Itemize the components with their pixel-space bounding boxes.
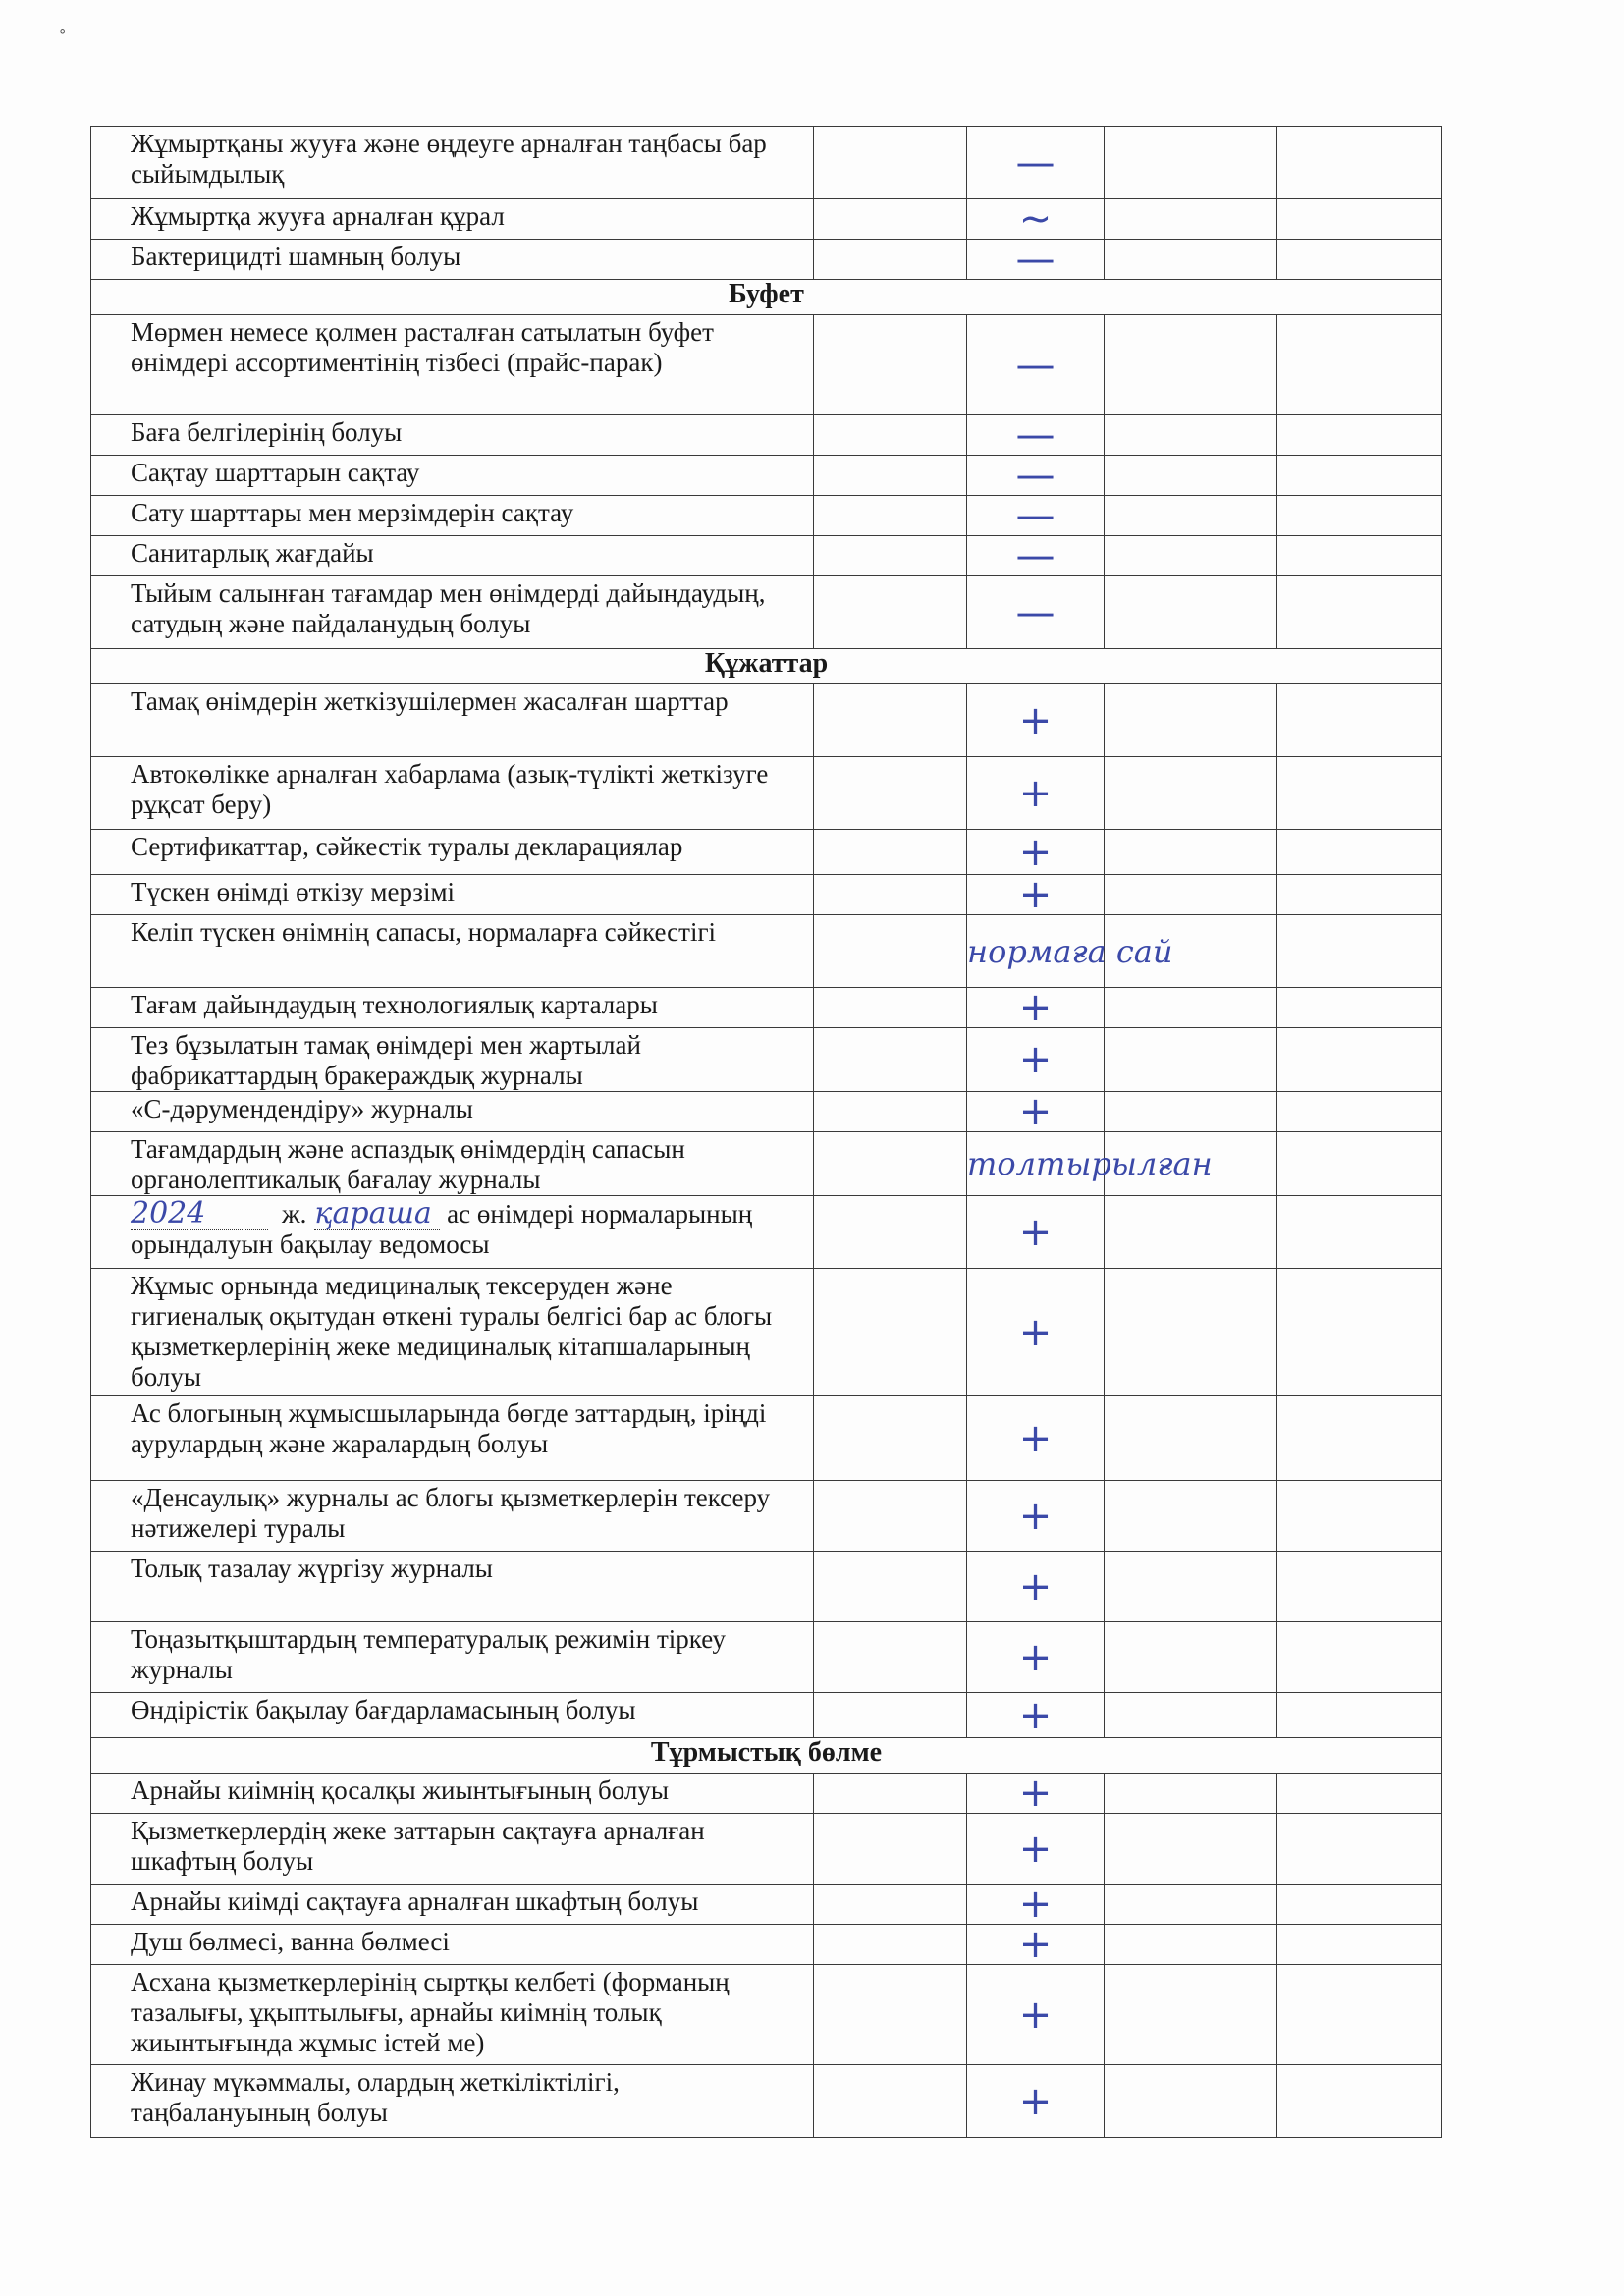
handwritten-mark: +	[967, 1092, 1105, 1132]
table-row	[91, 830, 1442, 875]
empty-cell	[1105, 830, 1277, 875]
requirement-text: Сақтау шарттарын сақтау	[91, 456, 814, 496]
handwritten-mark: +	[967, 1196, 1105, 1269]
table-row	[91, 1814, 1442, 1885]
empty-cell	[814, 1552, 967, 1622]
empty-cell	[814, 1965, 967, 2065]
requirement-text	[91, 1196, 814, 1269]
handwritten-mark: +	[967, 1885, 1105, 1925]
empty-cell	[1277, 915, 1442, 988]
handwritten-mark: +	[967, 1622, 1105, 1693]
handwritten-month: қараша	[314, 1198, 440, 1230]
requirement-text: Келіп түскен өнімнің сапасы, нормаларға сәйкестігі	[91, 915, 814, 988]
empty-cell	[814, 199, 967, 240]
empty-cell	[1105, 199, 1277, 240]
empty-cell	[1105, 127, 1277, 199]
empty-cell	[1277, 456, 1442, 496]
empty-cell	[1105, 684, 1277, 757]
empty-cell	[814, 1132, 967, 1196]
empty-cell	[814, 1885, 967, 1925]
empty-cell	[814, 1092, 967, 1132]
requirement-text: Қызметкерлердің жеке заттарын сақтауға арналған шкафтың болуы	[91, 1814, 814, 1885]
requirement-text: Ас блогының жұмысшыларында бөгде заттардың, іріңді аурулардың және жаралардың болуы	[91, 1396, 814, 1481]
empty-cell	[1105, 875, 1277, 915]
table-row	[91, 1132, 1442, 1196]
empty-cell	[814, 1396, 967, 1481]
empty-cell	[1105, 1269, 1277, 1396]
requirement-text: Жұмыртқа жууға арналған құрал	[91, 199, 814, 240]
empty-cell	[1277, 315, 1442, 415]
empty-cell	[1277, 536, 1442, 576]
empty-cell	[1277, 1481, 1442, 1552]
requirement-text: «Денсаулық» журналы ас блогы қызметкерлерін тексеру нәтижелері туралы	[91, 1481, 814, 1552]
handwritten-mark: —	[967, 456, 1105, 496]
requirement-text: Жинау мүкәммалы, олардың жеткіліктілігі, таңбалануының болуы	[91, 2065, 814, 2138]
empty-cell	[1277, 1132, 1442, 1196]
empty-cell	[1277, 1885, 1442, 1925]
empty-cell	[1105, 1196, 1277, 1269]
requirement-text: Арнайы киімді сақтауға арналған шкафтың болуы	[91, 1885, 814, 1925]
empty-cell	[1277, 496, 1442, 536]
table-row	[91, 875, 1442, 915]
empty-cell	[1105, 1814, 1277, 1885]
empty-cell	[1105, 456, 1277, 496]
empty-cell	[1105, 315, 1277, 415]
table-row	[91, 1196, 1442, 1269]
requirement-text: Автокөлікке арналған хабарлама (азық-түлікті жеткізуге рұқсат беру)	[91, 757, 814, 830]
handwritten-mark: +	[967, 1925, 1105, 1965]
handwritten-mark: +	[967, 875, 1105, 915]
table-row	[91, 127, 1442, 199]
scan-speck: ˚	[59, 26, 67, 50]
requirement-text: Жұмыртқаны жууға және өңдеуге арналған таңбасы бар сыйымдылық	[91, 127, 814, 199]
empty-cell	[814, 2065, 967, 2138]
empty-cell	[814, 1693, 967, 1738]
empty-cell	[1277, 988, 1442, 1028]
empty-cell	[1105, 536, 1277, 576]
handwritten-year: 2024	[131, 1198, 268, 1230]
requirement-text: Бактерицидті шамның болуы	[91, 240, 814, 280]
empty-cell	[1105, 1965, 1277, 2065]
empty-cell	[1105, 1481, 1277, 1552]
handwritten-mark: —	[967, 415, 1105, 456]
handwritten-mark: +	[967, 830, 1105, 875]
section-header-row	[91, 280, 1442, 315]
requirement-label: ас өнімдері нормаларының орындалуын бақылау ведомосы	[131, 1199, 753, 1259]
empty-cell	[1277, 1196, 1442, 1269]
handwritten-mark: +	[967, 1028, 1105, 1092]
empty-cell	[1277, 1552, 1442, 1622]
empty-cell	[1105, 1774, 1277, 1814]
section-header-row	[91, 1738, 1442, 1774]
requirement-text: Сертификаттар, сәйкестік туралы декларациялар	[91, 830, 814, 875]
requirement-text: Толық тазалау жүргізу журналы	[91, 1552, 814, 1622]
empty-cell	[814, 127, 967, 199]
empty-cell	[1105, 496, 1277, 536]
empty-cell	[1277, 1092, 1442, 1132]
requirement-text: Тағам дайындаудың технологиялық карталары	[91, 988, 814, 1028]
empty-cell	[1105, 1885, 1277, 1925]
handwritten-mark: —	[967, 240, 1105, 280]
requirement-text: Санитарлық жағдайы	[91, 536, 814, 576]
table-row	[91, 315, 1442, 415]
empty-cell	[814, 1814, 967, 1885]
table-row	[91, 1092, 1442, 1132]
requirement-text: Өндірістік бақылау бағдарламасының болуы	[91, 1693, 814, 1738]
empty-cell	[814, 240, 967, 280]
handwritten-mark: +	[967, 988, 1105, 1028]
empty-cell	[1105, 1396, 1277, 1481]
table-row	[91, 1965, 1442, 2065]
empty-cell	[814, 496, 967, 536]
table-row	[91, 576, 1442, 649]
empty-cell	[1277, 1622, 1442, 1693]
empty-cell	[1277, 1396, 1442, 1481]
table-row	[91, 1481, 1442, 1552]
handwritten-mark: —	[967, 536, 1105, 576]
handwritten-mark: +	[967, 1396, 1105, 1481]
requirement-text: Тоңазытқыштардың температуралық режимін тіркеу журналы	[91, 1622, 814, 1693]
section-title: Тұрмыстық бөлме	[91, 1738, 1442, 1774]
requirement-text: Тамақ өнімдерін жеткізушілермен жасалған шарттар	[91, 684, 814, 757]
table-row	[91, 757, 1442, 830]
empty-cell	[1277, 415, 1442, 456]
empty-cell	[814, 875, 967, 915]
handwritten-mark: —	[967, 576, 1105, 649]
table-row	[91, 684, 1442, 757]
empty-cell	[1277, 199, 1442, 240]
empty-cell	[1277, 1925, 1442, 1965]
table-row	[91, 199, 1442, 240]
handwritten-mark: +	[967, 1481, 1105, 1552]
empty-cell	[1277, 1028, 1442, 1092]
table-row	[91, 456, 1442, 496]
table-row	[91, 536, 1442, 576]
empty-cell	[814, 536, 967, 576]
empty-cell	[814, 1774, 967, 1814]
inspection-checklist-sheet	[90, 126, 1441, 2138]
handwritten-mark: —	[967, 315, 1105, 415]
section-header-row	[91, 649, 1442, 684]
table-row	[91, 415, 1442, 456]
handwritten-mark: +	[967, 1965, 1105, 2065]
empty-cell	[814, 1196, 967, 1269]
empty-cell	[814, 915, 967, 988]
requirement-text: Жұмыс орнында медициналық тексеруден және гигиеналық оқытудан өткені туралы белгісі бар ас блогы қызметкерлерінің жеке медициналық кітапшаларының болуы	[91, 1269, 814, 1396]
table-row	[91, 1774, 1442, 1814]
empty-cell	[1277, 1965, 1442, 2065]
section-title: Буфет	[91, 280, 1442, 315]
empty-cell	[1277, 1774, 1442, 1814]
checklist-table	[90, 126, 1442, 2138]
table-row	[91, 915, 1442, 988]
table-row	[91, 1269, 1442, 1396]
table-row	[91, 1028, 1442, 1092]
requirement-text: Сату шарттары мен мерзімдерін сақтау	[91, 496, 814, 536]
year-suffix: ж.	[282, 1199, 307, 1229]
empty-cell	[814, 757, 967, 830]
empty-cell	[1277, 576, 1442, 649]
handwritten-mark: +	[967, 1814, 1105, 1885]
empty-cell	[814, 988, 967, 1028]
empty-cell	[814, 830, 967, 875]
empty-cell	[1105, 576, 1277, 649]
empty-cell	[1277, 240, 1442, 280]
empty-cell	[1105, 240, 1277, 280]
table-row	[91, 1396, 1442, 1481]
empty-cell	[814, 1028, 967, 1092]
empty-cell	[1105, 2065, 1277, 2138]
handwritten-note: нормаға сай	[967, 915, 1105, 988]
handwritten-mark: +	[967, 1693, 1105, 1738]
empty-cell	[1277, 1814, 1442, 1885]
handwritten-mark: +	[967, 2065, 1105, 2138]
empty-cell	[1277, 2065, 1442, 2138]
requirement-text: Душ бөлмесі, ванна бөлмесі	[91, 1925, 814, 1965]
handwritten-note: толтырылған	[967, 1132, 1105, 1196]
table-row	[91, 1693, 1442, 1738]
table-row	[91, 240, 1442, 280]
empty-cell	[1277, 757, 1442, 830]
empty-cell	[1105, 1552, 1277, 1622]
empty-cell	[1105, 1092, 1277, 1132]
empty-cell	[1277, 1269, 1442, 1396]
requirement-text: Тез бұзылатын тамақ өнімдері мен жартылай фабрикаттардың бракераждық журналы	[91, 1028, 814, 1092]
table-row	[91, 1925, 1442, 1965]
handwritten-mark: +	[967, 684, 1105, 757]
empty-cell	[1105, 1028, 1277, 1092]
empty-cell	[1277, 684, 1442, 757]
requirement-text: Арнайы киімнің қосалқы жиынтығының болуы	[91, 1774, 814, 1814]
handwritten-mark: —	[967, 127, 1105, 199]
empty-cell	[814, 1481, 967, 1552]
requirement-text: Асхана қызметкерлерінің сыртқы келбеті (форманың тазалығы, ұқыптылығы, арнайы киімнің толық жиынтығында жұмыс істей ме)	[91, 1965, 814, 2065]
empty-cell	[1105, 988, 1277, 1028]
table-row	[91, 1885, 1442, 1925]
empty-cell	[814, 315, 967, 415]
empty-cell	[1105, 1622, 1277, 1693]
empty-cell	[1277, 127, 1442, 199]
handwritten-mark: +	[967, 1774, 1105, 1814]
handwritten-mark: ~	[967, 199, 1105, 240]
empty-cell	[1277, 875, 1442, 915]
table-row	[91, 1552, 1442, 1622]
empty-cell	[814, 1622, 967, 1693]
empty-cell	[1277, 1693, 1442, 1738]
empty-cell	[814, 684, 967, 757]
empty-cell	[1277, 830, 1442, 875]
empty-cell	[814, 456, 967, 496]
empty-cell	[814, 576, 967, 649]
empty-cell	[814, 415, 967, 456]
empty-cell	[1105, 1693, 1277, 1738]
section-title: Құжаттар	[91, 649, 1442, 684]
requirement-text: Түскен өнімді өткізу мерзімі	[91, 875, 814, 915]
handwritten-mark: +	[967, 1269, 1105, 1396]
table-row	[91, 496, 1442, 536]
handwritten-mark: +	[967, 757, 1105, 830]
empty-cell	[814, 1925, 967, 1965]
requirement-text: Тағамдардың және аспаздық өнімдердің сапасын органолептикалық бағалау журналы	[91, 1132, 814, 1196]
requirement-text: «С-дәрумендендіру» журналы	[91, 1092, 814, 1132]
empty-cell	[1105, 415, 1277, 456]
requirement-text: Баға белгілерінің болуы	[91, 415, 814, 456]
empty-cell	[814, 1269, 967, 1396]
handwritten-mark: +	[967, 1552, 1105, 1622]
requirement-text: Мөрмен немесе қолмен расталған сатылатын буфет өнімдері ассортиментінің тізбесі (прайс-парак)	[91, 315, 814, 415]
table-row	[91, 1622, 1442, 1693]
handwritten-mark: —	[967, 496, 1105, 536]
table-row	[91, 988, 1442, 1028]
empty-cell	[1105, 757, 1277, 830]
requirement-text: Тыйым салынған тағамдар мен өнімдерді дайындаудың, сатудың және пайдаланудың болуы	[91, 576, 814, 649]
empty-cell	[1105, 1925, 1277, 1965]
table-row	[91, 2065, 1442, 2138]
